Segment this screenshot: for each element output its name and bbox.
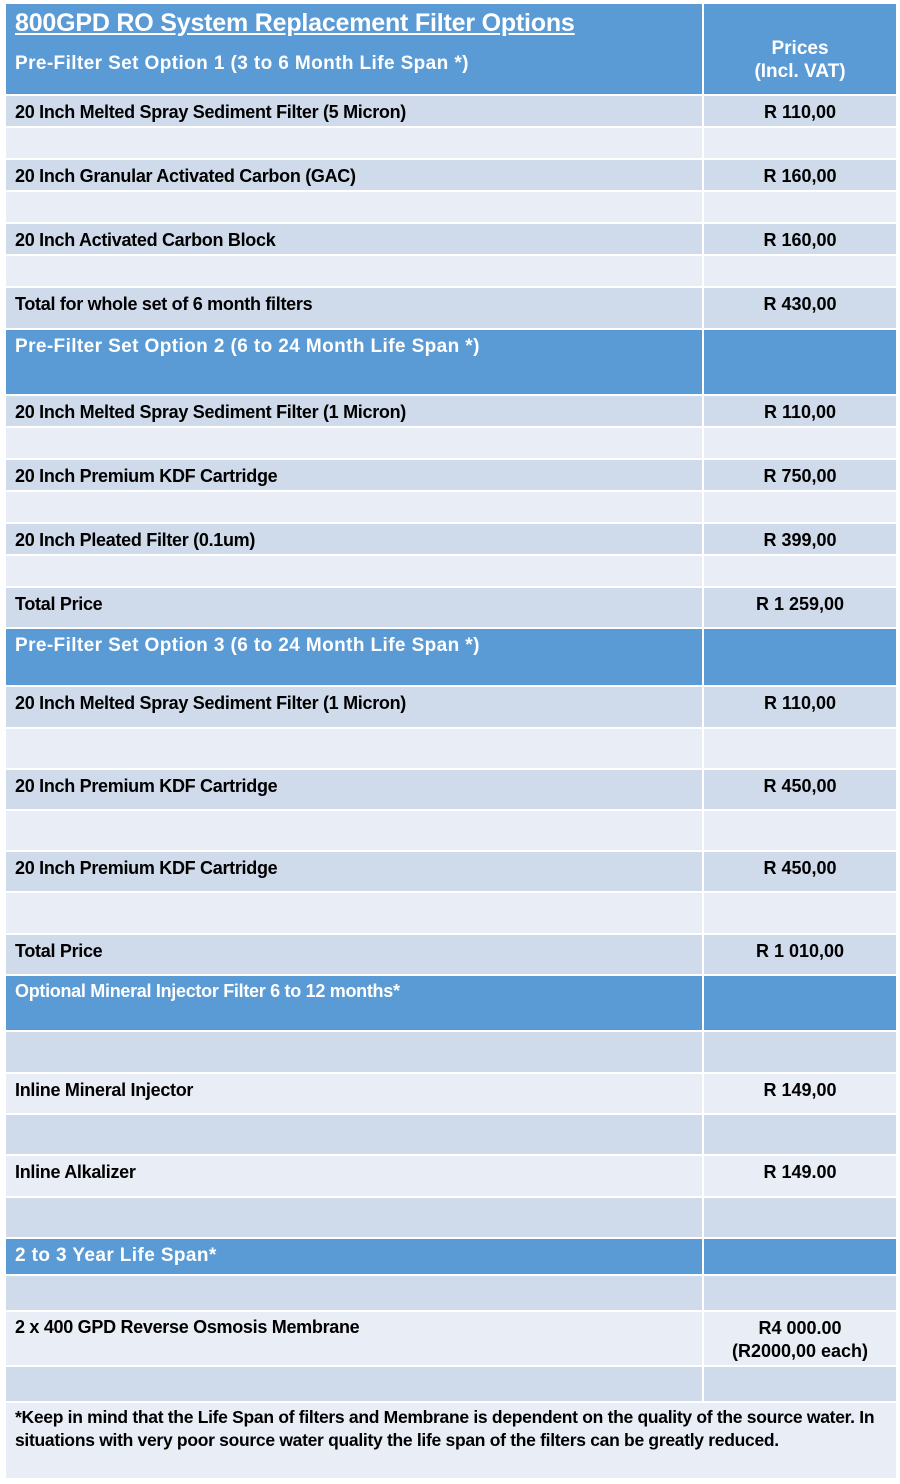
spacer-row: [6, 192, 896, 224]
spacer-row: [6, 1276, 896, 1312]
option2-heading: Pre-Filter Set Option 2 (6 to 24 Month Life Span *): [6, 330, 704, 394]
spacer-row: [6, 556, 896, 588]
mineral-heading: Optional Mineral Injector Filter 6 to 12 months*: [6, 976, 704, 1030]
table-row: [6, 1156, 896, 1198]
spacer-row: [6, 729, 896, 770]
spacer-row: [6, 428, 896, 460]
item-name: 20 Inch Melted Spray Sediment Filter (1 Micron): [6, 396, 704, 426]
total-label: Total Price: [6, 588, 704, 627]
spacer-row: [6, 128, 896, 160]
table-row: [6, 1074, 896, 1115]
item-name: 20 Inch Pleated Filter (0.1um): [6, 524, 704, 554]
header-cell: [6, 4, 704, 94]
membrane-heading: 2 to 3 Year Life Span*: [6, 1239, 704, 1274]
table-row: [6, 96, 896, 128]
section-header-row: [6, 330, 896, 396]
price-column-header: Prices (Incl. VAT): [754, 38, 846, 82]
item-price: R 149.00: [763, 1162, 837, 1182]
table-row: [6, 396, 896, 428]
item-price: R 160,00: [763, 166, 837, 186]
total-row: [6, 935, 896, 976]
spacer-row: [6, 1115, 896, 1156]
table-row: [6, 160, 896, 192]
item-name: 20 Inch Granular Activated Carbon (GAC): [6, 160, 704, 190]
item-price: R 149,00: [763, 1080, 837, 1100]
item-name: 20 Inch Premium KDF Cartridge: [6, 460, 704, 490]
item-name: 20 Inch Melted Spray Sediment Filter (5 Micron): [6, 96, 704, 126]
section-header-row: [6, 629, 896, 687]
item-name: 20 Inch Premium KDF Cartridge: [6, 852, 704, 891]
spacer-row: [6, 1367, 896, 1403]
total-price: R 1 259,00: [755, 594, 845, 614]
item-name: 20 Inch Activated Carbon Block: [6, 224, 704, 254]
page-title: 800GPD RO System Replacement Filter Options: [15, 9, 575, 37]
item-price: R 750,00: [763, 466, 837, 486]
table-row: [6, 224, 896, 256]
spacer-row: [6, 492, 896, 524]
item-price: R 450,00: [763, 858, 837, 878]
item-name: Inline Alkalizer: [6, 1156, 704, 1196]
total-label: Total for whole set of 6 month filters: [6, 288, 704, 328]
footnote: *Keep in mind that the Life Span of filters and Membrane is dependent on the quality of the source water. In situations with very poor source water quality the life span of the filters can be greatly reduced.: [6, 1403, 896, 1478]
section-header-row: [6, 1239, 896, 1276]
table-row: [6, 770, 896, 811]
price-table: [6, 4, 896, 1403]
total-row: [6, 588, 896, 629]
table-row: [6, 524, 896, 556]
item-price: R 110,00: [763, 402, 837, 422]
table-row: [6, 852, 896, 893]
item-price: R 160,00: [763, 230, 837, 250]
total-price: R 1 010,00: [755, 941, 845, 961]
table-row: [6, 460, 896, 492]
spacer-row: [6, 811, 896, 852]
item-price: R4 000.00 (R2000,00 each): [731, 1318, 869, 1361]
total-price: R 430,00: [763, 294, 837, 314]
table-row: [6, 687, 896, 729]
option1-heading: Pre-Filter Set Option 1 (3 to 6 Month Life Span *): [15, 53, 469, 74]
item-price: R 399,00: [763, 530, 837, 550]
item-name: 20 Inch Premium KDF Cartridge: [6, 770, 704, 809]
item-price: R 110,00: [763, 693, 837, 713]
item-price: R 450,00: [763, 776, 837, 796]
spacer-row: [6, 893, 896, 935]
section-header-row: [6, 976, 896, 1032]
item-name: 2 x 400 GPD Reverse Osmosis Membrane: [6, 1312, 704, 1365]
item-price: R 110,00: [763, 102, 837, 122]
table-header-row: [6, 4, 896, 96]
total-label: Total Price: [6, 935, 704, 974]
spacer-row: [6, 1032, 896, 1074]
spacer-row: [6, 256, 896, 288]
item-name: 20 Inch Melted Spray Sediment Filter (1 Micron): [6, 687, 704, 727]
total-row: [6, 288, 896, 330]
item-name: Inline Mineral Injector: [6, 1074, 704, 1113]
table-row: [6, 1312, 896, 1367]
option3-heading: Pre-Filter Set Option 3 (6 to 24 Month Life Span *): [6, 629, 704, 685]
spacer-row: [6, 1198, 896, 1239]
